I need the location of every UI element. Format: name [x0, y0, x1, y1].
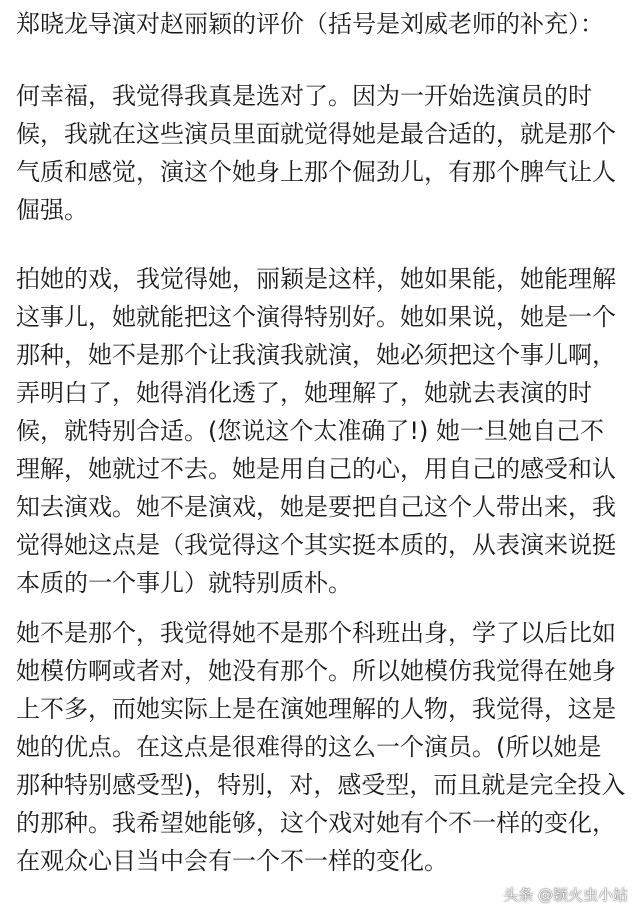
article-heading: 郑晓龙导演对赵丽颖的评价（括号是刘威老师的补充）：	[16, 10, 604, 38]
text-line: 在观众心目当中会有一个不一样的变化。	[16, 847, 448, 875]
text-line: 气质和感觉，演这个她身上那个倔劲儿，有那个脾气让人	[16, 158, 616, 186]
text-line: 候，我就在这些演员里面就觉得她是最合适的，就是那个	[16, 120, 616, 148]
paragraph-2	[16, 260, 626, 602]
text-line: 理解，她就过不去。她是用自己的心，用自己的感受和认	[16, 455, 616, 483]
text-line: 弄明白了，她得消化透了，她理解了，她就去表演的时	[16, 379, 592, 407]
text-line: 她模仿啊或者对，她没有那个。所以她模仿我觉得在她身	[16, 657, 616, 685]
text-line: 她的优点。在这点是很难得的这么一个演员。(所以她是	[16, 733, 602, 761]
text-line: 这事儿，她就能把这个演得特别好。她如果说，她是一个	[16, 303, 616, 331]
text-line: 拍她的戏，我觉得她，丽颖是这样，她如果能，她能理解	[16, 265, 616, 293]
text-line: 倔强。	[16, 196, 88, 224]
text-line: 上不多，而她实际上是在演她理解的人物，我觉得，这是	[16, 695, 616, 723]
paragraph-1	[16, 77, 626, 229]
watermark-text: 头条 @颖火虫小站	[503, 886, 628, 904]
text-line: 的那种。我希望她能够，这个戏对她有个不一样的变化，	[16, 809, 616, 837]
text-line: 知去演戏。她不是演戏，她是要把自己这个人带出来，我	[16, 493, 616, 521]
text-line: 觉得她这点是（我觉得这个其实挺本质的，从表演来说挺	[16, 531, 616, 559]
text-line: 她不是那个，我觉得她不是那个科班出身，学了以后比如	[16, 619, 616, 647]
text-line: 那种特别感受型)，特别，对，感受型，而且就是完全投入	[16, 771, 626, 799]
text-line: 那种，她不是那个让我演我就演，她必须把这个事儿啊，	[16, 341, 616, 369]
text-line: 候，就特别合适。(您说这个太准确了!) 她一旦她自己不	[16, 417, 604, 445]
text-line: 何幸福，我觉得我真是选对了。因为一开始选演员的时	[16, 82, 592, 110]
text-line: 本质的一个事儿）就特别质朴。	[16, 569, 352, 597]
paragraph-3	[16, 614, 626, 880]
source-watermark	[503, 885, 628, 905]
